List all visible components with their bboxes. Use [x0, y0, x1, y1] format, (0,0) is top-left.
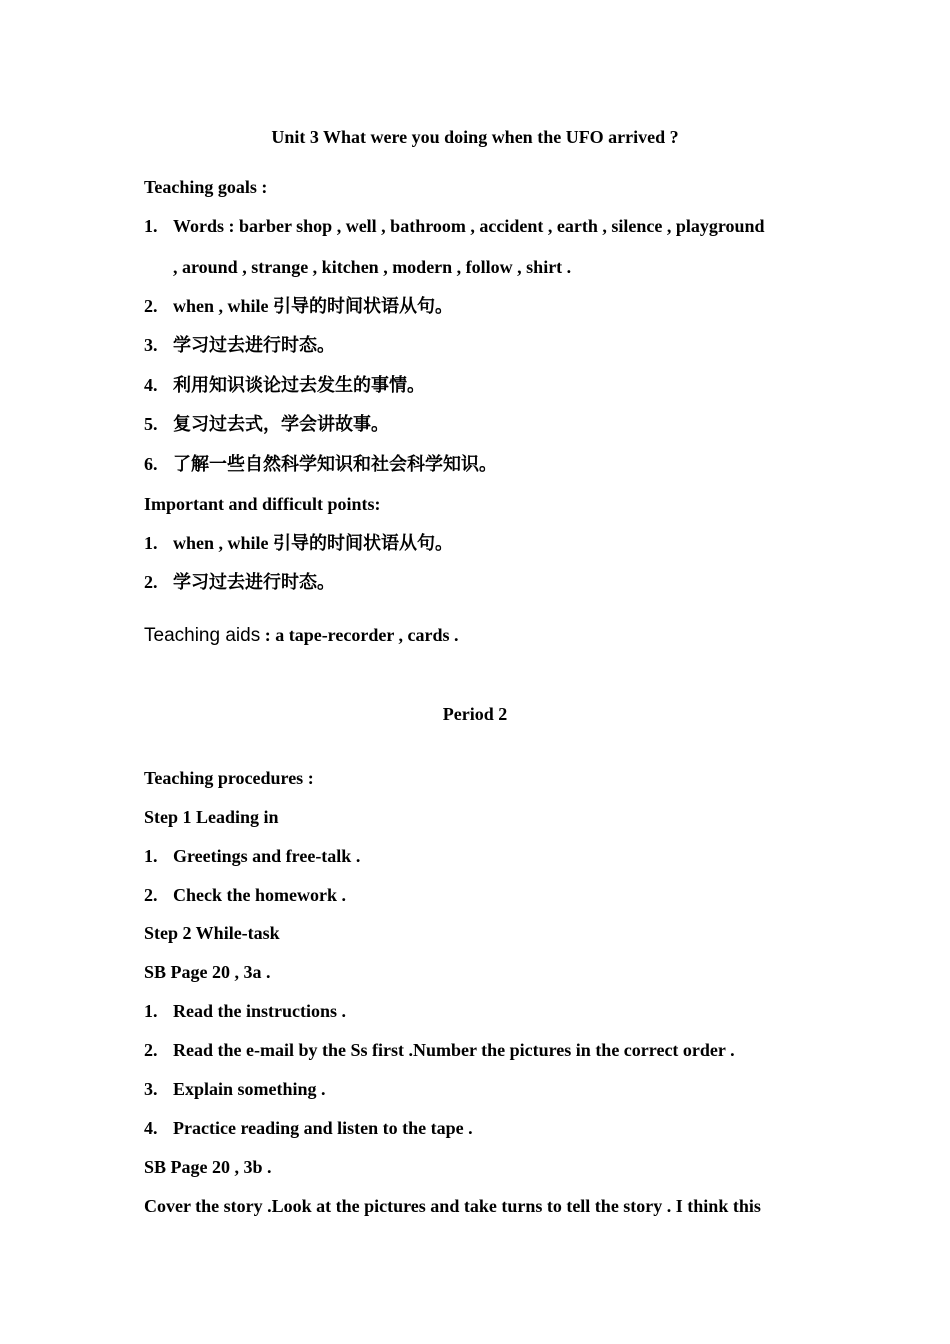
- item-number: 1.: [144, 533, 158, 553]
- item-text: when , while: [173, 533, 274, 553]
- item-text-cjk: 了解一些自然科学知识和社会科学知识。: [173, 454, 497, 475]
- item-text-cjk: 利用知识谈论过去发生的事情。: [173, 375, 425, 396]
- point-item: [144, 571, 335, 594]
- goal-item: [144, 413, 389, 436]
- item-text: Words : barber shop , well , bathroom , accident , earth , silence , playground: [173, 216, 765, 236]
- goal-item: [144, 453, 497, 476]
- item-number: 4.: [144, 375, 158, 395]
- item-text: Explain something .: [173, 1079, 326, 1099]
- goal-item: [144, 295, 453, 318]
- aids-label: Teaching aids: [144, 625, 261, 646]
- item-text: Greetings and free-talk .: [173, 846, 361, 866]
- item-number: 2.: [144, 572, 158, 592]
- procedures-heading: Teaching procedures :: [144, 768, 314, 788]
- goal-item: [144, 334, 335, 357]
- goal-item-continuation: , around , strange , kitchen , modern , follow , shirt .: [173, 257, 572, 277]
- item-number: 2.: [144, 1040, 158, 1060]
- teaching-aids: [144, 624, 458, 647]
- item-number: 5.: [144, 414, 158, 434]
- goal-item: [144, 215, 765, 237]
- item-number: 3.: [144, 1079, 158, 1099]
- point-item: [144, 532, 453, 555]
- item-text: when , while: [173, 296, 274, 316]
- step-item: [144, 845, 360, 867]
- goals-heading: Teaching goals :: [144, 177, 268, 197]
- item-number: 1.: [144, 216, 158, 236]
- item-number: 2.: [144, 885, 158, 905]
- item-text: Practice reading and listen to the tape .: [173, 1118, 473, 1138]
- item-text-cjk: 引导的时间状语从句。: [273, 533, 454, 554]
- item-number: 3.: [144, 335, 158, 355]
- step-item: [144, 1039, 735, 1061]
- item-number: 2.: [144, 296, 158, 316]
- aids-text: : a tape-recorder , cards .: [260, 625, 459, 645]
- cover-paragraph: Cover the story .Look at the pictures and take turns to tell the story . I think this: [144, 1196, 761, 1216]
- points-heading: Important and difficult points:: [144, 494, 381, 514]
- sb-reference: SB Page 20 , 3a .: [144, 962, 271, 982]
- item-text-cjk: 学习过去进行时态。: [173, 335, 335, 356]
- item-number: 1.: [144, 1001, 158, 1021]
- item-text-cjk: 引导的时间状语从句。: [273, 296, 454, 317]
- goal-item: [144, 374, 425, 397]
- item-text-cjk: 学习过去进行时态。: [173, 572, 335, 593]
- item-text: Check the homework .: [173, 885, 346, 905]
- item-text: Read the instructions .: [173, 1001, 347, 1021]
- item-text-cjk: 复习过去式，学会讲故事。: [173, 414, 389, 435]
- step-item: [144, 884, 346, 906]
- step-heading: Step 2 While-task: [144, 923, 280, 943]
- item-number: 1.: [144, 846, 158, 866]
- unit-title: Unit 3 What were you doing when the UFO arrived ?: [271, 127, 679, 147]
- item-number: 6.: [144, 454, 158, 474]
- step-item: [144, 1000, 346, 1022]
- step-heading: Step 1 Leading in: [144, 807, 279, 827]
- step-item: [144, 1078, 326, 1100]
- item-text: Read the e-mail by the Ss first .Number the pictures in the correct order .: [173, 1040, 735, 1060]
- period-heading: Period 2: [442, 704, 508, 724]
- sb-reference: SB Page 20 , 3b .: [144, 1157, 272, 1177]
- step-item: [144, 1117, 473, 1139]
- item-number: 4.: [144, 1118, 158, 1138]
